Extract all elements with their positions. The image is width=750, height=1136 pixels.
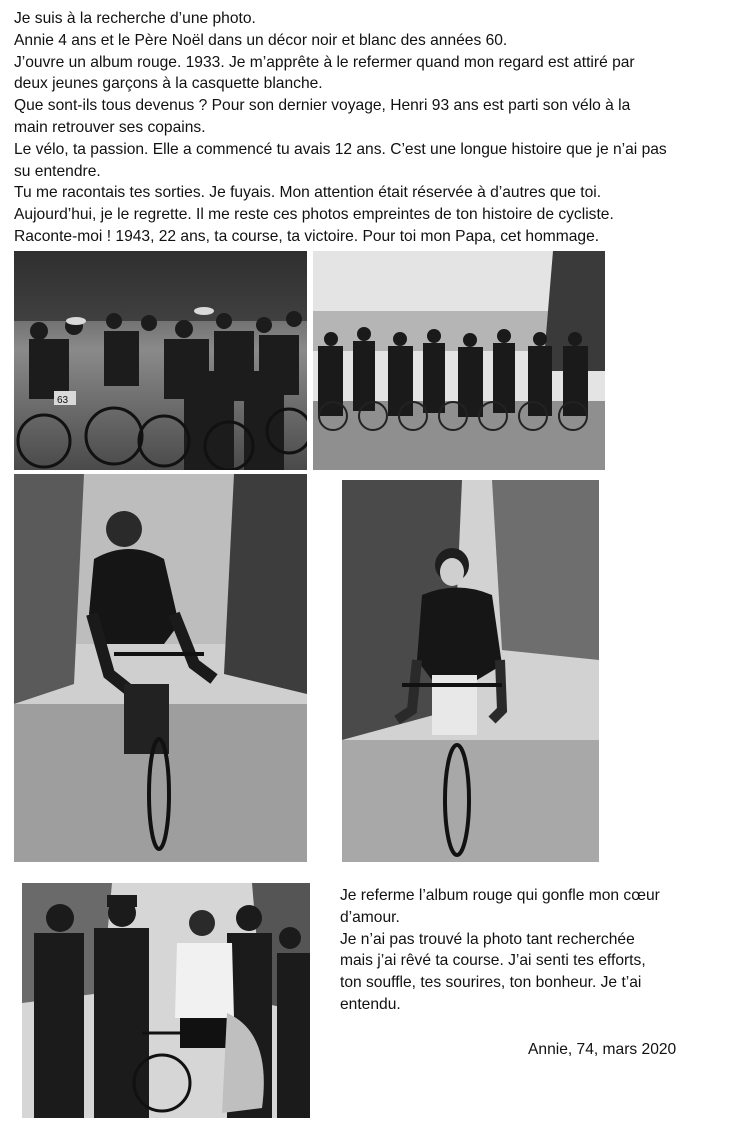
closing-line: Je referme l’album rouge qui gonfle mon cœur xyxy=(340,887,660,904)
closing-line: ton souffle, tes sourires, ton bonheur. Je t’ai xyxy=(340,974,642,992)
photo-cyclist-riding-left xyxy=(14,474,307,862)
intro-line: J’ouvre un album rouge. 1933. Je m’apprête à le refermer quand mon regard est attiré par xyxy=(14,53,635,71)
signature: Annie, 74, mars 2020 xyxy=(528,1041,677,1058)
closing-line: Je n’ai pas trouvé la photo tant recherchée xyxy=(340,930,635,948)
intro-line: Raconte-moi ! 1943, 22 ans, ta course, ta victoire. Pour toi mon Papa, cet hommage. xyxy=(14,227,600,245)
intro-line: Annie 4 ans et le Père Noël dans un décor noir et blanc des années 60. xyxy=(14,31,508,49)
intro-line: Je suis à la recherche d’une photo. xyxy=(14,10,256,27)
intro-line: main retrouver ses copains. xyxy=(14,118,206,136)
intro-line: deux jeunes garçons à la casquette blanche. xyxy=(14,75,323,93)
intro-line: Tu me racontais tes sorties. Je fuyais. Mon attention était réservée à d’autres que toi. xyxy=(14,184,602,202)
closing-line: entendu. xyxy=(340,995,401,1013)
bib-number: 63 xyxy=(57,395,69,406)
intro-line: su entendre. xyxy=(14,162,101,180)
intro-line: Le vélo, ta passion. Elle a commencé tu avais 12 ans. C’est une longue histoire que je n’ai pas xyxy=(14,140,667,158)
intro-line: Que sont-ils tous devenus ? Pour son dernier voyage, Henri 93 ans est parti son vélo à la xyxy=(14,97,631,115)
closing-text xyxy=(340,885,720,1016)
photo-riders-lined-up xyxy=(313,251,605,470)
intro-line: Aujourd’hui, je le regrette. Il me reste ces photos empreintes de ton histoire de cycliste. xyxy=(14,206,614,224)
photo-victory-group xyxy=(22,883,310,1118)
photo-cyclist-riding-right xyxy=(342,480,599,862)
closing-line: d’amour. xyxy=(340,908,400,926)
intro-text xyxy=(14,8,734,248)
photo-race-start-crowd xyxy=(14,251,307,470)
closing-line: mais j’ai rêvé ta course. J’ai senti tes efforts, xyxy=(340,952,646,970)
